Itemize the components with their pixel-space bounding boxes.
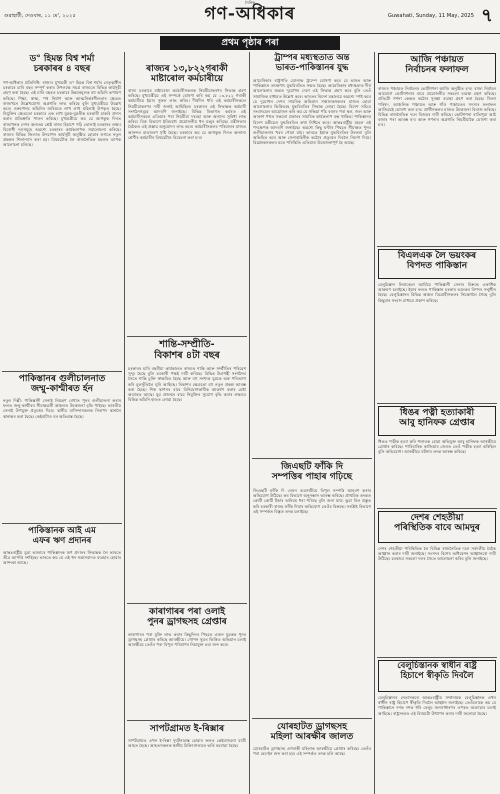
divider bbox=[377, 657, 497, 658]
article-10-body: যোৰহাটত ড্ৰাগছসহ এগৰাকী মহিলাক আৰক্ষীয়ে গ্ৰেপ্তাৰ কৰিছে। তেওঁৰ পৰা হেৰ'ইন জব্দ কৰা হয়। এই সম্পৰ্কত তদন্ত চলি আছে। bbox=[253, 746, 371, 757]
headline-line: ট্ৰাম্পৰ মধ্যস্থতাত অন্ত bbox=[274, 53, 350, 63]
masthead bbox=[0, 0, 500, 34]
article-15-headline[interactable] bbox=[378, 662, 496, 681]
page-number: ৭ bbox=[481, 5, 493, 26]
headline-line: পৰিস্থিতিক বাবে আমদুৰ bbox=[394, 523, 480, 534]
article-14-headline[interactable] bbox=[378, 513, 496, 533]
article-1-headline[interactable] bbox=[2, 54, 122, 74]
article-2-headline[interactable] bbox=[2, 374, 122, 394]
article-1-body: গণ-অধিকাৰ প্ৰতিনিধি: ৰাজ্যৰ মুখ্যমন্ত্ৰী ড° হিমন্ত বিশ্ব শৰ্মাৰ নেতৃত্বাধীন চৰকাৰে চাৰি বছৰ সম্পূৰ্ণ কৰাৰ উপলক্ষে সমগ্ৰ ৰাজ্যতে বিভিন্ন কাৰ্যসূচী গ্ৰহণ কৰা হৈছে। এই চাৰি বছৰত চৰকাৰে উন্নয়নমূলক বহু আঁচনি ৰূপায়ণ কৰিছে। শিক্ষা, স্বাস্থ্য, পথ নিৰ্মাণ আৰু আত্মনিৰ্ভৰশীলতাৰ ক্ষেত্ৰত ৰাজ্যখনে উল্লেখযোগ্য অগ্ৰগতি লাভ কৰিছে বুলি মুখ্যমন্ত্ৰীয়ে উল্লেখ কৰে। ওৰুণোদয় আঁচনিৰ জৰিয়তে লাখ লাখ মহিলাই উপকৃত হৈছে। নিযুক্তিৰ ক্ষেত্ৰতো চৰকাৰে এক লাখ যুৱক-যুৱতীক চৰকাৰী চাকৰি প্ৰদান কৰাৰ প্ৰতিশ্ৰুতি পালন কৰিছে। মুখ্যমন্ত্ৰীয়ে কয় যে আগন্তুক দিনত ৰাজ্যখনক দেশৰ অন্যতম শ্ৰেষ্ঠ ৰাজ্য হিচাপে গঢ়ি তোলাই চৰকাৰৰ লক্ষ্য। বিৰোধী দলসমূহে অৱশ্যে চৰকাৰৰ কাৰ্যকলাপক সমালোচনা কৰিছে। ৰাজ্যৰ বিভিন্ন জিলাত উদযাপন কাৰ্যসূচী অনুষ্ঠিত হোৱাৰ লগতে নতুন প্ৰকল্পৰ শিলান্যাস কৰা হয়। বিষয়টোক লৈ ৰাজনৈতিক মহলত ব্যাপক আলোচনা চলিছে। bbox=[3, 80, 121, 148]
headline-line: বিপদত পাকিস্তান bbox=[406, 261, 468, 272]
article-8-body: আমেৰিকাৰ ৰাষ্ট্ৰপতি ডোনাল্ড ট্ৰাম্পে ঘোষণা কৰে যে ভাৰত আৰু পাকিস্তানে তৎক্ষণাৎ যুদ্ধবিৰতিত সন্মত হৈছে। আমেৰিকাৰ মধ্যস্থতাত দীৰ্ঘ আলোচনাৰ অন্তত দুয়োখন দেশে এই সিদ্ধান্ত গ্ৰহণ কৰে বুলি তেওঁ সামাজিক মাধ্যমত উল্লেখ কৰে। ভাৰতৰ বিদেশ মন্ত্ৰালয়ে অৱশ্যে স্পষ্ট কৰে যে দুয়োখন দেশৰ সামৰিক অভিযান সঞ্চালকসকলৰ মাজত হোৱা আলোচনাৰ ভিত্তিতহে যুদ্ধবিৰতিৰ সিদ্ধান্ত লোৱা হৈছে। বিদেশ সচিবে সংবাদমেল আয়োজন কৰি কয় যে সন্ধিয়া পাঁচ বজাৰ পৰা স্থল, জল আৰু আকাশ পথত সকলো প্ৰকাৰৰ সামৰিক কাৰ্যকলাপ বন্ধ থাকিব। পাকিস্তানৰ বিদেশ মন্ত্ৰীয়েও যুদ্ধবিৰতিৰ কথা নিশ্চিত কৰে। আন্তঃৰাষ্ট্ৰীয় মহলে এই পদক্ষেপক আদৰণি জনাইছে। অৱশ্যে কিছু ঘণ্টাৰ পিছতে সীমান্তত পুনৰ গুলীচালনাৰ খবৰ পোৱা যায়। ভাৰতে ইয়াক যুদ্ধবিৰতিৰ উলংঘা বুলি অভিহিত কৰে আৰু সেনাবাহিনীক কঠোৰ প্ৰত্যুত্তৰ দিবলৈ নিৰ্দেশ দিয়ে। বিশ্লেষকসকলৰ মতে পৰিস্থিতি এতিয়াও উত্তেজনাপূৰ্ণ হৈ আছে। bbox=[253, 78, 371, 146]
column-divider bbox=[249, 52, 250, 794]
article-13-headline[interactable] bbox=[378, 408, 496, 428]
article-7-headline[interactable] bbox=[127, 724, 247, 734]
headline-line: চৰকাৰৰ ৪ বছৰ bbox=[33, 64, 91, 75]
headline-line: পাকিস্তানক আই এম bbox=[28, 526, 96, 536]
article-4-headline[interactable] bbox=[127, 64, 247, 84]
article-7-body: সাপটগ্ৰামত এখন ই-ৰিক্সা দুৰ্ঘটনাগ্ৰস্ত হোৱাৰ ফলত কেইবাজনো যাত্ৰী আহত হৈছে। আহতসকলক স্থানীয় চিকিৎসালয়ত ভৰ্তি কৰোৱা হৈছে। bbox=[128, 738, 246, 749]
headline-line: মহিলা আৰক্ষীৰ জালত bbox=[270, 732, 354, 743]
divider bbox=[2, 371, 122, 372]
divider bbox=[377, 508, 497, 509]
article-13-body: ধিঙত পত্নীক হত্যা কৰি পলাতক হোৱা অভিযুক্ত আবু হানিফক আৰক্ষীয়ে গ্ৰেপ্তাৰ কৰিছে। পাৰিবাৰিক কাজিয়াৰ জেৰত তেওঁ পত্নীক হত্যা কৰিছিল বুলি অভিযোগ। আৰক্ষীয়ে ঘটনাৰ তদন্ত আৰম্ভ কৰিছে। bbox=[378, 439, 496, 455]
headline-line: সম্পত্তিৰ পাহাৰ গঢ়িছে bbox=[271, 472, 353, 483]
headline-line: মাষ্টাৰোল কৰ্মচাৰীয়ে bbox=[150, 74, 224, 85]
article-11-headline[interactable] bbox=[378, 55, 496, 75]
headline-line: আজি পঞ্চায়ত bbox=[410, 55, 464, 65]
article-9-headline[interactable] bbox=[252, 462, 372, 482]
article-5-headline[interactable] bbox=[127, 340, 247, 361]
divider bbox=[252, 718, 372, 719]
divider bbox=[127, 336, 247, 337]
divider bbox=[252, 458, 372, 459]
article-9-body: জিএছটি ফাঁকি দি এজন ব্যৱসায়ীয়ে বিপুল সম্পত্তি আহৰণ কৰাৰ অভিযোগ উঠিছে। কৰ বিভাগে অনুসন্ধান আৰম্ভ কৰিছে। প্ৰাথমিক তদন্তত কোটি কোটি টকাৰ অনিয়ম ধৰা পৰিছে বুলি জনা যায়। ভুৱা বিল প্ৰস্তুত কৰি চৰকাৰী ৰাজহ ফাঁকি দিয়াৰ অভিযোগ তেওঁৰ বিৰুদ্ধে। সংশ্লিষ্ট বিভাগে এই সম্পৰ্কত বিস্তৃত তদন্ত চলাইছে। bbox=[253, 488, 371, 514]
article-8-headline[interactable] bbox=[252, 54, 372, 73]
article-14-body: দেশৰ শেহতীয়া পৰিস্থিতিক লৈ বিভিন্ন ৰাজনৈতিক দলে সৰ্বদলীয় বৈঠক আহ্বান কৰাৰ দাবী জনাইছে। সংসদৰ বিশেষ অধিৱেশন আহ্বানৰো দাবী উঠিছে। চৰকাৰে সকলো দলৰ সৈতে আলোচনা কৰিব বুলি জনাইছে। bbox=[378, 546, 496, 562]
article-5-body: চৰকাৰৰ চাৰি বছৰীয়া কাৰ্যকালত ৰাজ্যত শান্তি আৰু সম্প্ৰীতিৰ পৰিৱেশ সুদৃঢ় হৈছে বুলি চৰকাৰী পক্ষই দাবী কৰিছে। বিভিন্ন উগ্ৰপন্থী সংগঠনৰ সৈতে শান্তি চুক্তি স্বাক্ষৰিত হৈছে আৰু বহু সংখ্যক যুৱকে অস্ত্ৰ পৰিত্যাগ কৰি মূলসুঁতিলৈ ঘূৰি আহিছে। বিকাশৰ ক্ষেত্ৰতো বহু নতুন প্ৰকল্প আৰম্ভ কৰা হৈছে। শিল্প স্থাপনৰ বাবে বিনিয়োগকাৰীক আকৰ্ষণ কৰাৰ চেষ্টা অব্যাহত আছে। যুৱ প্ৰজন্মৰ বাবে নিযুক্তিৰ সুযোগ বৃদ্ধি কৰাৰ লক্ষ্যৰে বিভিন্ন আঁচনি হাতত লোৱা হৈছে। bbox=[128, 366, 246, 403]
article-11-body: ৰাজ্যৰ পঞ্চায়ত নিৰ্বাচনৰ ভোটগণনা আজি অনুষ্ঠিত হ'ব। ৰাজ্য নিৰ্বাচন আয়োগে ভোটগণনাৰ বাবে প্ৰয়োজনীয় সকলো ব্যৱস্থা গ্ৰহণ কৰিছে। প্ৰতিটো গণনা কেন্দ্ৰত কঠোৰ সুৰক্ষা ব্যৱস্থা গ্ৰহণ কৰা হৈছে। জিলা পৰিষদ, আঞ্চলিক পঞ্চায়ত আৰু গাঁও পঞ্চায়তৰ সদস্যৰ ফলাফল আজিয়েই ঘোষণা কৰা হ'ব। প্ৰাৰ্থীসকলৰ মাজত উত্তেজনা বিৰাজ কৰিছে। বিভিন্ন ৰাজনৈতিক দলে বিজয়ৰ দাবী কৰিছে। ভোটগণনা ৰাতিপুৱা আঠ বজাৰ পৰা আৰম্ভ হ'ব আৰু গণনাৰ অগ্ৰগতি নিয়মীয়াকৈ ঘোষণা কৰা হ'ব। bbox=[378, 86, 496, 128]
headline-line: পুনৰ ড্ৰাগছসহ গ্ৰেপ্তাৰ bbox=[147, 617, 227, 628]
paper-tag: দৈনিক bbox=[244, 0, 256, 5]
headline-line: আবু হানিফক গ্ৰেপ্তাৰ bbox=[399, 418, 475, 429]
divider bbox=[127, 603, 247, 604]
divider bbox=[377, 246, 497, 247]
divider bbox=[127, 720, 247, 721]
article-6-headline[interactable] bbox=[127, 607, 247, 627]
masthead-date-bengali: গুৱাহাটী, দেওবাৰ, ১১ মে', ২০২৫ bbox=[4, 13, 76, 19]
headline-line: জম্মু-কাশ্মীৰত ৰ্হন bbox=[30, 384, 93, 395]
article-12-body: বেলুচিস্তান লিবাৰেচন আৰ্মিয়ে পাকিস্তানী সেনাৰ বিৰুদ্ধে একাধিক আক্ৰমণ চলাইছে। ইয়াৰ ফলত পাকিস্তান চৰকাৰ ভয়ংকৰ বিপদৰ সন্মুখীন হৈছে। বেলুচিস্তানৰ বিভিন্ন অঞ্চল বিদ্ৰোহীসকলৰ নিয়ন্ত্ৰণলৈ গৈছে বুলি কিছুমান সংবাদ মাধ্যমে প্ৰকাশ কৰিছে। bbox=[378, 282, 496, 303]
section-banner: প্ৰথম পৃষ্ঠাৰ পৰা bbox=[160, 36, 340, 50]
article-4-body: ৰাজ্য চৰকাৰে মাষ্টাৰোল কৰ্মচাৰীসকলক নিয়মীয়াকৰণৰ সিদ্ধান্ত গ্ৰহণ কৰিছে। মুখ্যমন্ত্ৰীয়ে এই সম্পৰ্কে ঘোষণা কৰি কয় যে ১৩,৮২২ গৰাকী কৰ্মচাৰীয়ে ইয়াৰ সুফল লাভ কৰিব। দীৰ্ঘদিন ধৰি এই কৰ্মচাৰীসকলে নিয়মীয়াকৰণৰ দাবী জনাই আহিছিল। চৰকাৰৰ এই সিদ্ধান্তক কৰ্মচাৰী সংগঠনসমূহে আদৰণি জনাইছে। বিভিন্ন বিভাগত কৰ্মৰত এই কৰ্মচাৰীসকলে এতিয়াৰ পৰা নিয়মীয়া দৰমহা আৰু অন্যান্য সুবিধা লাভ কৰিব। বিত্ত বিভাগে ইতিমধ্যে প্ৰয়োজনীয় ধন মঞ্জুৰ কৰিছে। মন্ত্ৰীসভাৰ বৈঠকত এই প্ৰস্তাৱ অনুমোদন লাভ কৰে। কৰ্মচাৰীসকলৰ পৰিয়ালৰ মাজত আনন্দৰ বাতাবৰণ সৃষ্টি হৈছে। চৰকাৰে কয় যে আগন্তুক দিনত অন্যান্য শ্ৰেণীৰ কৰ্মচাৰীৰ বিষয়টোও বিবেচনা কৰা হ'ব। bbox=[128, 88, 246, 140]
article-15-body: বেলুচিস্তানৰ নেতাসকলে আন্তঃৰাষ্ট্ৰীয় সম্প্ৰদায়ক বেলুচিস্তানক এখন স্বাধীন ৰাষ্ট্ৰ হিচাপে স্বীকৃতি দিবলৈ আহ্বান জনাইছে। তেওঁলোকে কয় যে পাকিস্তানে দশক দশক ধৰি বেলুচ জনসাধাৰণৰ ওপৰত অত্যাচাৰ চলাই আহিছে। ৰাষ্ট্ৰসংঘত এই বিষয়টো উত্থাপন কৰাৰ দাবী জনোৱা হৈছে। bbox=[378, 695, 496, 716]
headline-line: বেলুচিস্তানক স্বাধীন ৰাষ্ট্ৰ bbox=[397, 661, 477, 671]
column-divider bbox=[374, 52, 375, 794]
headline-line: যোৰহাটত ড্ৰাগছসহ bbox=[277, 722, 347, 732]
divider bbox=[377, 403, 497, 404]
article-12-headline[interactable] bbox=[378, 251, 496, 271]
column-divider bbox=[124, 52, 125, 794]
headline-line: বিকাশৰ ৪টা বছৰ bbox=[154, 349, 220, 361]
article-3-headline[interactable] bbox=[2, 527, 122, 546]
headline-line: শান্তি-সম্প্ৰীতি- bbox=[159, 339, 215, 350]
divider bbox=[2, 523, 122, 524]
masthead-date-english: Guwahati, Sunday, 11 May, 2025 bbox=[387, 13, 474, 19]
headline-line: এফৰ ঋণ প্ৰদানৰ bbox=[32, 535, 92, 546]
headline-line: বিএলএক লৈ ভয়ংকৰ bbox=[397, 251, 477, 261]
paper-name: গণ-অধিকাৰ bbox=[204, 4, 296, 24]
headline-line: নিৰ্বাচনৰ ফলাফল bbox=[405, 65, 469, 76]
article-3-body: আন্তঃৰাষ্ট্ৰীয় মুদ্ৰা ভাণ্ডাৰে পাকিস্তানক ঋণ প্ৰদানৰ সিদ্ধান্তক লৈ ভাৰতে তীব্ৰ আপত্তি দৰ্শাইছে। ভাৰতে কয় যে এই ধন সন্ত্ৰাসবাদত ব্যৱহাৰ হোৱাৰ আশংকা আছে। bbox=[3, 550, 121, 566]
headline-line: ড° হিমন্ত বিশ্ব শৰ্মা bbox=[29, 54, 95, 64]
headline-line: জিএছটি ফাঁকি দি bbox=[280, 462, 344, 472]
headline-line: পাকিস্তানৰ গুলীচালনাত bbox=[18, 374, 106, 384]
article-10-headline[interactable] bbox=[252, 722, 372, 742]
article-2-body: নতুন দিল্লী: পাকিস্তানী সেনাই নিয়ন্ত্ৰণ ৰেখাত পুনৰ গুলীচালনা কৰাৰ ফলত জম্মু-কাশ্মীৰৰ সীমান্তৱৰ্তী অঞ্চলত উত্তেজনা বৃদ্ধি পাইছে। ভাৰতীয় সেনাই উপযুক্ত প্ৰত্যুত্তৰ দিয়ে। স্থানীয় বাসিন্দাসকলক নিৰাপদ স্থানলৈ স্থানান্তৰ কৰা হৈছে। কেইবাটাও ঘৰ ক্ষতিগ্ৰস্ত হৈছে। bbox=[3, 398, 121, 419]
headline-line: ধিঙৰ পত্নী হত্যাকাৰী bbox=[399, 408, 475, 418]
headline-line: দেশৰ শেহতীয়া bbox=[410, 513, 464, 523]
headline-line: কাৰাগাৰৰ পৰা ওলাই bbox=[149, 607, 225, 617]
headline-line: ভাৰত-পাকিস্তানৰ যুদ্ধ bbox=[275, 62, 349, 73]
headline-line: ৰাজ্যৰ ১৩,৮২২গৰাকী bbox=[146, 64, 228, 74]
article-6-body: কাৰাগাৰৰ পৰা মুক্তি লাভ কৰাৰ কিছুদিনৰ পিছতে এজন যুৱকক পুনৰ ড্ৰাগছসহ গ্ৰেপ্তাৰ কৰিছে আৰক্ষীয়ে। গোপন সূত্ৰৰ ভিত্তিত অভিযান চলাই আৰক্ষীয়ে তেওঁৰ পৰা বিপুল পৰিমাণৰ নিচাযুক্ত দ্ৰব্য জব্দ কৰে। bbox=[128, 632, 246, 648]
headline-line: হিচাপে স্বীকৃতি দিবলৈ bbox=[400, 670, 474, 681]
headline-line: সাপটগ্ৰামত ই-ৰিক্সাৰ bbox=[149, 724, 225, 734]
